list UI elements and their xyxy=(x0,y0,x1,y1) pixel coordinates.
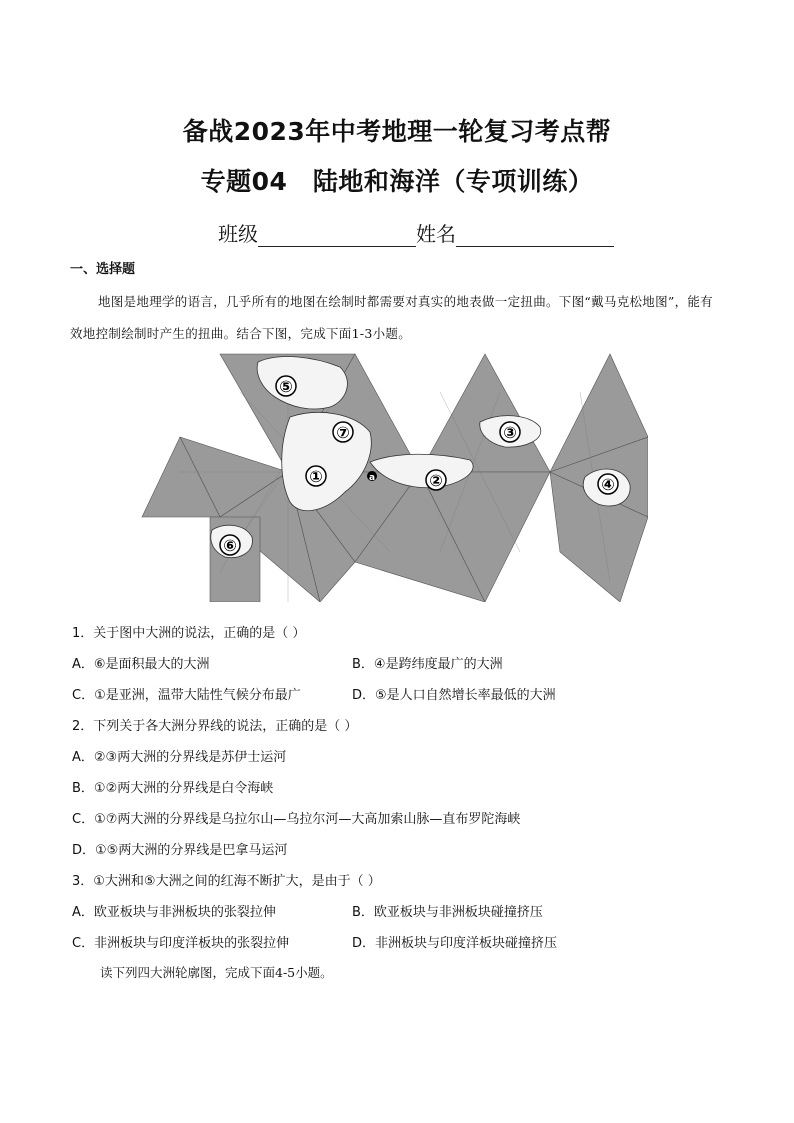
q3-option-d[interactable]: D．非洲板块与印度洋板块碰撞挤压 xyxy=(352,936,558,951)
map-label: a xyxy=(368,473,376,483)
map-label: ⑥ xyxy=(223,536,237,555)
q2-option-c[interactable]: C．①⑦两大洲的分界线是乌拉尔山—乌拉尔河—大高加索山脉—直布罗陀海峡 xyxy=(72,812,521,827)
map-label: ⑦ xyxy=(336,423,350,442)
intro-paragraph: 地图是地理学的语言，几乎所有的地图在绘制时都需要对真实的地表做一定扭曲。下图“戴马克松地图”，能有效地控制绘制时产生的扭曲。结合下图，完成下面1-3小题。 xyxy=(70,294,713,341)
q1-option-a[interactable]: A．⑥是面积最大的大洲 xyxy=(72,657,210,672)
student-info-line xyxy=(218,218,614,247)
map-label: ① xyxy=(309,467,323,486)
document-subtitle: 专题04 陆地和海洋（专项训练） xyxy=(200,167,594,196)
q1-option-c[interactable]: C．①是亚洲，温带大陆性气候分布最广 xyxy=(72,688,301,703)
q3-option-c[interactable]: C．非洲板块与印度洋板块的张裂拉伸 xyxy=(72,936,290,951)
name-blank[interactable] xyxy=(456,226,614,247)
reading-instruction: 读下列四大洲轮廓图，完成下面4-5小题。 xyxy=(100,965,333,980)
q2-option-d[interactable]: D．①⑤两大洲的分界线是巴拿马运河 xyxy=(72,843,288,858)
q1-option-b[interactable]: B．④是跨纬度最广的大洲 xyxy=(352,657,503,672)
q3-option-a[interactable]: A．欧亚板块与非洲板块的张裂拉伸 xyxy=(72,905,276,920)
question-1-stem: 1．关于图中大洲的说法，正确的是（ ） xyxy=(72,626,306,641)
class-label: 班级 xyxy=(218,222,258,246)
q3-option-b[interactable]: B．欧亚板块与非洲板块碰撞挤压 xyxy=(352,905,543,920)
map-triangle xyxy=(420,354,550,472)
map-label: ④ xyxy=(601,475,615,494)
question-3-stem: 3．①大洲和⑤大洲之间的红海不断扩大，是由于（ ） xyxy=(72,874,381,889)
question-2-stem: 2．下列关于各大洲分界线的说法，正确的是（ ） xyxy=(72,719,358,734)
dymaxion-map xyxy=(140,352,648,602)
class-blank[interactable] xyxy=(258,226,416,247)
q2-option-b[interactable]: B．①②两大洲的分界线是白令海峡 xyxy=(72,781,274,796)
map-label: ② xyxy=(429,471,443,490)
q1-option-d[interactable]: D．⑤是人口自然增长率最低的大洲 xyxy=(352,688,556,703)
document-title: 备战2023年中考地理一轮复习考点帮 xyxy=(182,117,612,146)
section-heading: 一、选择题 xyxy=(70,262,136,277)
q2-option-a[interactable]: A．②③两大洲的分界线是苏伊士运河 xyxy=(72,750,287,765)
map-label: ⑤ xyxy=(279,377,293,396)
name-label: 姓名 xyxy=(416,222,456,246)
map-label: ③ xyxy=(503,423,517,442)
